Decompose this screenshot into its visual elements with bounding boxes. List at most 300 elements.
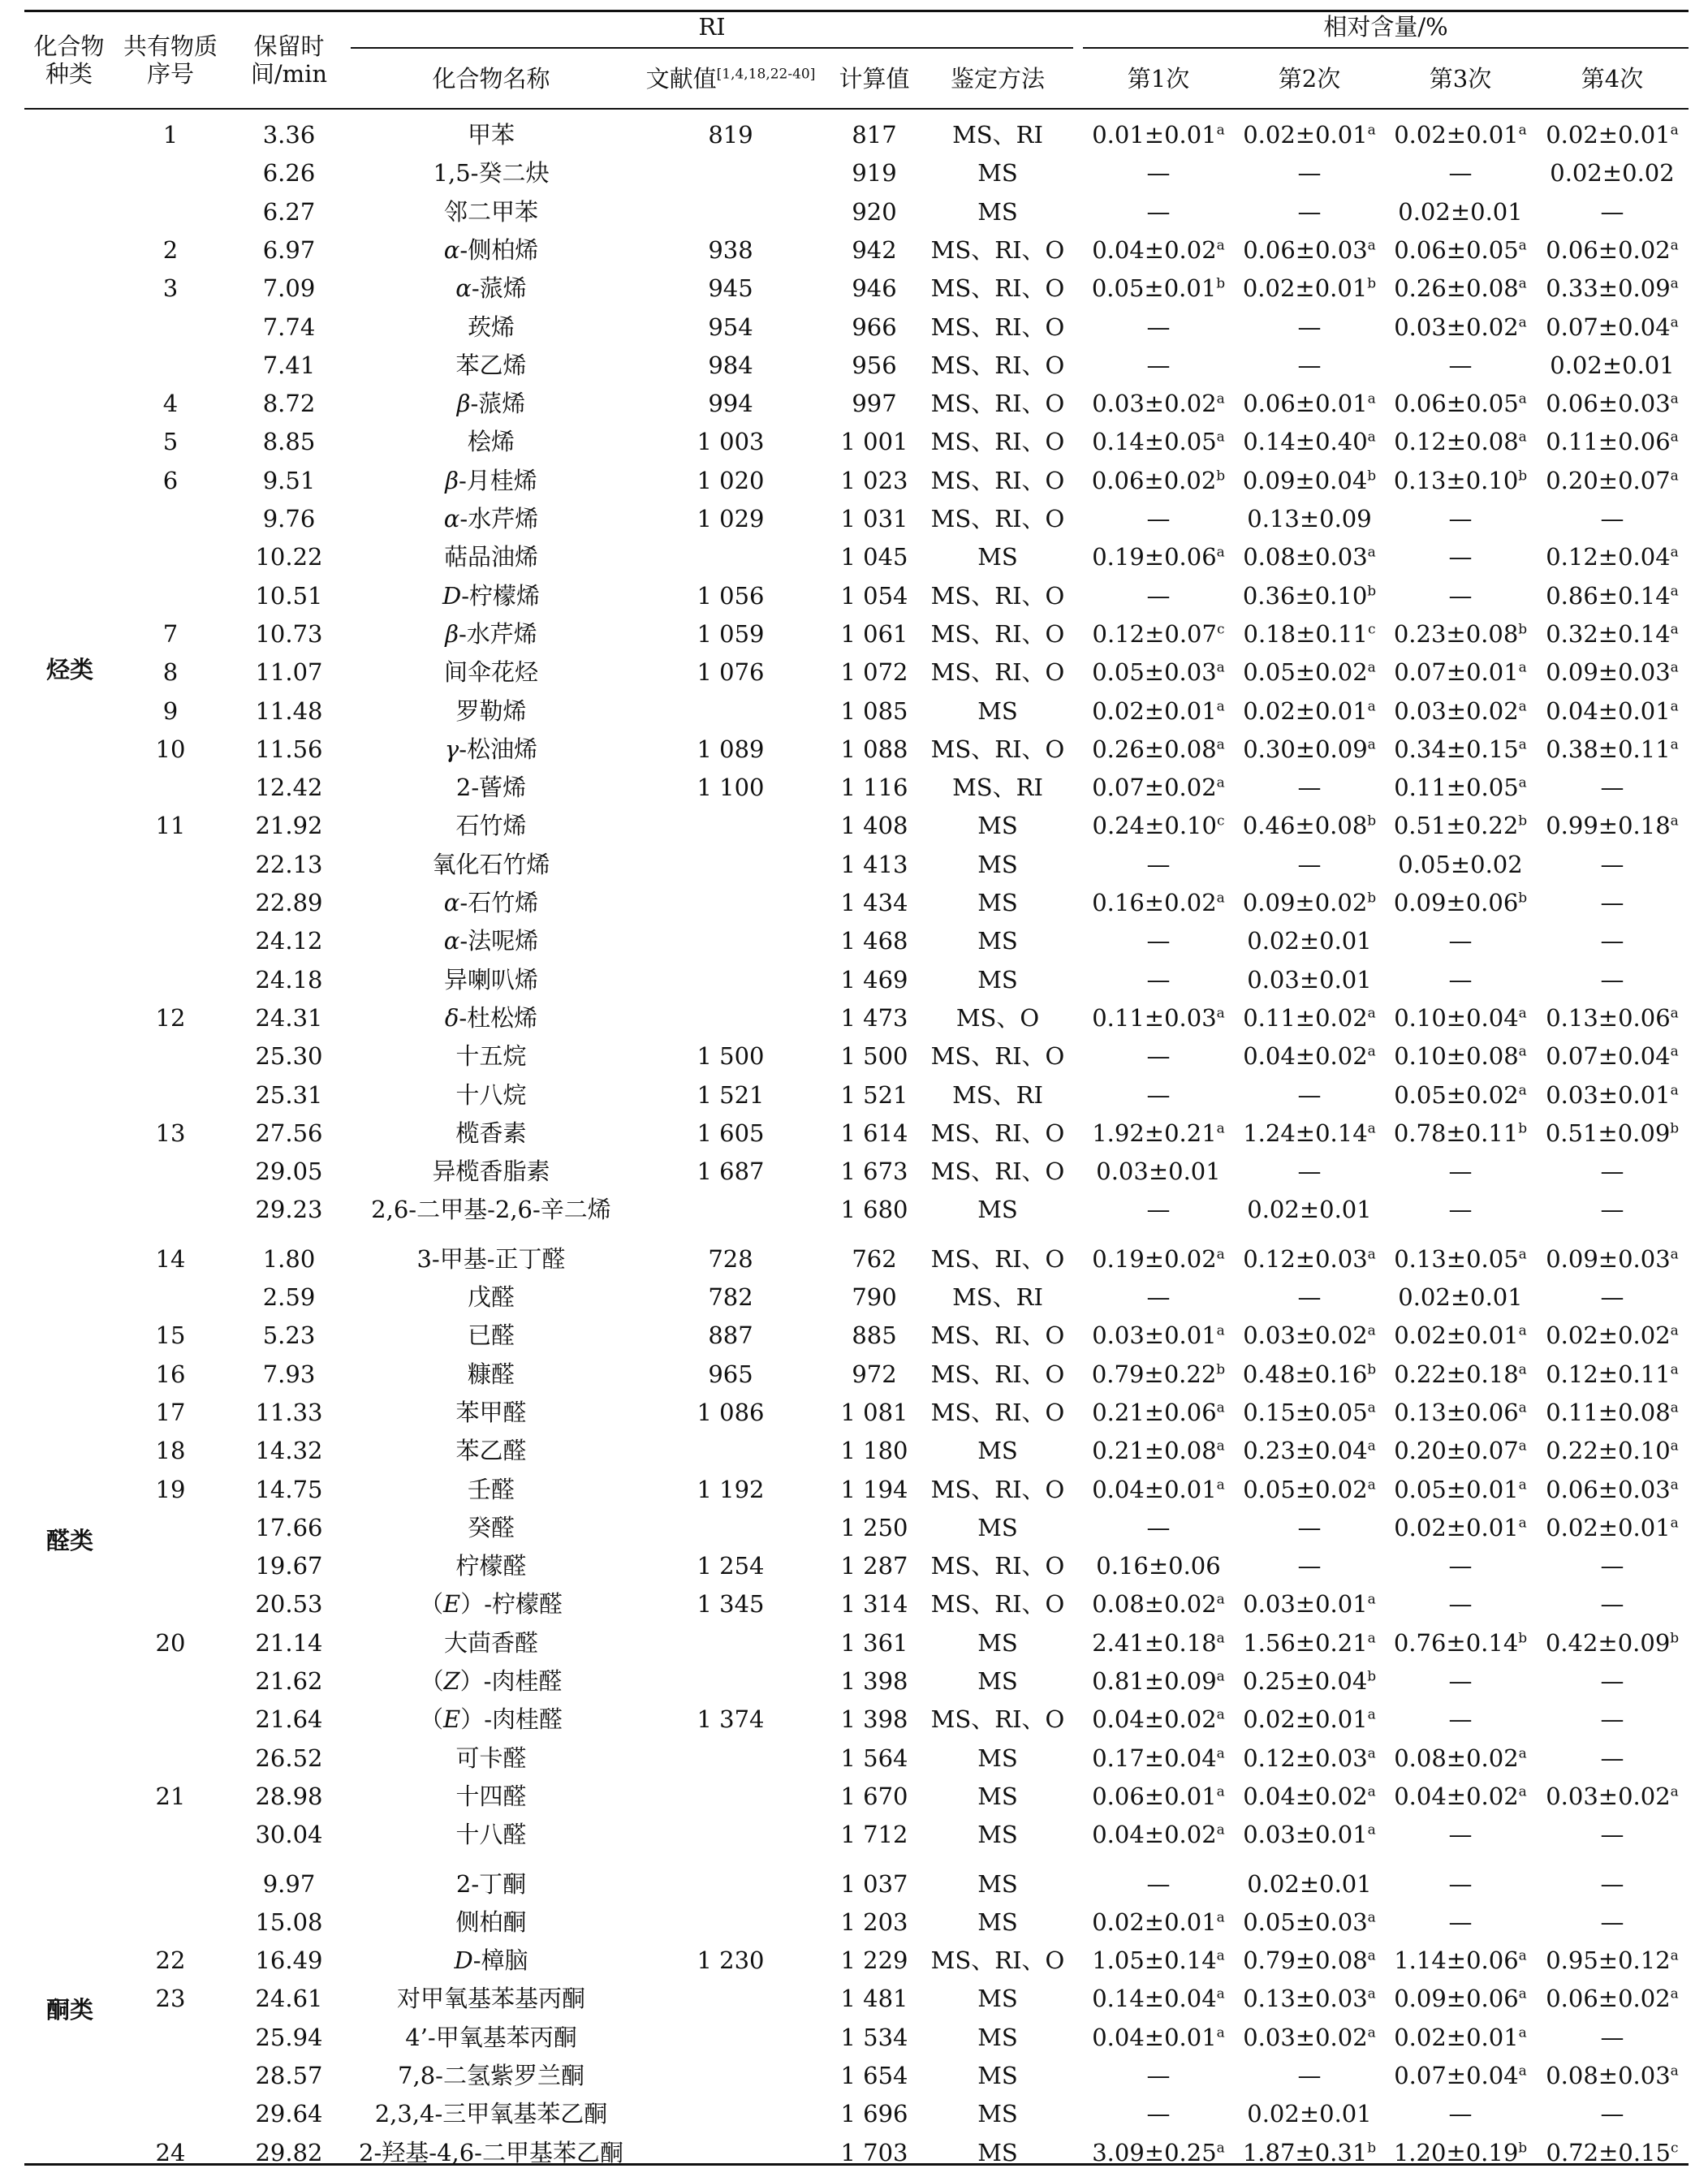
cell-ri-calculated: 1 500	[840, 1042, 908, 1070]
cell-content-run2: 0.12±0.03$^a$	[1243, 1245, 1376, 1273]
cell-content-run3: —	[1448, 1705, 1473, 1733]
cell-ri-calculated: 1 680	[840, 1196, 908, 1223]
cell-retention-time: 6.97	[262, 236, 316, 264]
cell-content-run4: —	[1600, 1870, 1624, 1898]
cell-retention-time: 11.48	[255, 697, 323, 725]
cell-index: 13	[155, 1119, 186, 1147]
cell-content-run4: 0.08±0.03$^a$	[1546, 2062, 1679, 2089]
cell-ri-calculated: 1 696	[840, 2100, 908, 2127]
cell-compound-name: 莰烯	[467, 313, 515, 341]
cell-ri-calculated: 1 314	[840, 1590, 908, 1618]
cell-index: 5	[162, 428, 179, 455]
cell-content-run3: 0.02±0.01$^a$	[1394, 2024, 1527, 2051]
cell-content-run1: 0.04±0.02$^a$	[1092, 1821, 1225, 1848]
cell-content-run4: 0.02±0.01	[1550, 351, 1675, 379]
cell-retention-time: 1.80	[262, 1245, 316, 1273]
cell-ri-calculated: 1 534	[840, 2024, 908, 2051]
cell-retention-time: 29.82	[255, 2139, 323, 2166]
cell-compound-name: 苯乙醛	[455, 1437, 527, 1464]
cell-method: MS、RI、O	[930, 1552, 1065, 1580]
cell-compound-name: 2,3,4-三甲氧基苯乙酮	[374, 2100, 608, 2127]
cell-retention-time: 7.09	[262, 274, 316, 302]
cell-content-run1: 0.02±0.01$^a$	[1092, 697, 1225, 725]
cell-index: 3	[162, 274, 179, 302]
cell-ri-calculated: 1 413	[840, 851, 908, 878]
cell-content-run3: 1.14±0.06$^a$	[1394, 1946, 1527, 1974]
cell-method: MS	[977, 1870, 1018, 1898]
cell-index: 19	[155, 1476, 186, 1503]
cell-content-run3: 0.05±0.01$^a$	[1394, 1476, 1527, 1503]
header-method: 鉴定方法	[950, 65, 1045, 93]
cell-content-run2: —	[1297, 774, 1322, 801]
cell-content-run1: —	[1146, 851, 1171, 878]
cell-index: 15	[155, 1321, 186, 1349]
cell-content-run3: 0.02±0.01$^a$	[1394, 1514, 1527, 1541]
cell-ri-literature: 938	[708, 236, 753, 264]
cell-content-run3: —	[1448, 1667, 1473, 1695]
cell-compound-name: 戊醛	[467, 1283, 515, 1311]
cell-content-run4: 0.07±0.04$^a$	[1546, 313, 1679, 341]
cell-content-run4: 0.06±0.03$^a$	[1546, 1476, 1679, 1503]
cell-compound-name: 2-蒈烯	[455, 774, 527, 801]
cell-index: 24	[155, 2139, 186, 2166]
cell-method: MS、RI、O	[930, 620, 1065, 648]
cell-content-run3: 0.03±0.02$^a$	[1394, 697, 1527, 725]
cell-content-run2: 1.24±0.14$^a$	[1243, 1119, 1376, 1147]
cell-ri-calculated: 1 203	[840, 1908, 908, 1936]
cell-method: MS	[977, 966, 1018, 994]
cell-content-run2: 0.02±0.01$^a$	[1243, 121, 1376, 149]
cell-index: 9	[162, 697, 179, 725]
cell-ri-literature: 1 089	[697, 735, 765, 763]
cell-ri-calculated: 1 194	[840, 1476, 908, 1503]
cell-index: 11	[155, 812, 186, 839]
cell-content-run3: 0.11±0.05$^a$	[1394, 774, 1527, 801]
cell-content-run2: —	[1297, 159, 1322, 187]
content-group-rule	[1083, 47, 1689, 49]
cell-content-run3: 0.05±0.02	[1398, 851, 1523, 878]
cell-retention-time: 8.85	[262, 428, 316, 455]
cell-content-run4: 0.72±0.15$^c$	[1546, 2139, 1679, 2166]
cell-retention-time: 26.52	[255, 1744, 323, 1772]
cell-ri-calculated: 817	[852, 121, 897, 149]
cell-method: MS、RI、O	[930, 274, 1065, 302]
top-rule	[24, 10, 1689, 12]
header-run1: 第1次	[1127, 65, 1190, 93]
cell-ri-calculated: 1 287	[840, 1552, 908, 1580]
cell-content-run2: 0.02±0.01	[1247, 1196, 1372, 1223]
cell-content-run3: —	[1448, 927, 1473, 955]
cell-index: 8	[162, 658, 179, 686]
cell-method: MS	[977, 1196, 1018, 1223]
cell-content-run4: —	[1600, 2100, 1624, 2127]
cell-index: 7	[162, 620, 179, 648]
cell-content-run4: —	[1600, 198, 1624, 226]
cell-content-run2: —	[1297, 1081, 1322, 1109]
cell-content-run1: —	[1146, 1042, 1171, 1070]
cell-ri-literature: 965	[708, 1360, 753, 1388]
cell-content-run3: —	[1448, 1590, 1473, 1618]
cell-content-run1: 1.05±0.14$^a$	[1092, 1946, 1225, 1974]
cell-ri-calculated: 1 088	[840, 735, 908, 763]
cell-ri-calculated: 1 408	[840, 812, 908, 839]
cell-content-run3: 0.23±0.08$^b$	[1393, 620, 1528, 648]
cell-retention-time: 24.12	[255, 927, 323, 955]
cell-method: MS、RI、O	[930, 1119, 1065, 1147]
cell-index: 2	[162, 236, 179, 264]
cell-content-run2: 0.02±0.01$^b$	[1242, 274, 1377, 302]
cell-content-run4: —	[1600, 1552, 1624, 1580]
cell-content-run1: 0.08±0.02$^a$	[1092, 1590, 1225, 1618]
cell-content-run1: 0.16±0.06	[1096, 1552, 1221, 1580]
cell-ri-calculated: 946	[852, 274, 897, 302]
cell-method: MS、RI、O	[930, 582, 1065, 610]
cell-content-run3: —	[1448, 2100, 1473, 2127]
cell-compound-name: 4’-甲氧基苯丙酮	[405, 2024, 577, 2051]
cell-content-run1: 0.04±0.01$^a$	[1092, 2024, 1225, 2051]
cell-method: MS	[977, 2139, 1018, 2166]
cell-content-run2: 0.09±0.04$^b$	[1242, 467, 1377, 494]
cell-ri-literature: 984	[708, 351, 753, 379]
cell-index: 21	[155, 1783, 186, 1810]
cell-content-run2: —	[1297, 1514, 1322, 1541]
cell-content-run1: 0.12±0.07$^c$	[1092, 620, 1225, 648]
cell-content-run4: 0.13±0.06$^a$	[1546, 1004, 1679, 1032]
cell-retention-time: 9.76	[262, 505, 316, 532]
cell-retention-time: 24.18	[255, 966, 323, 994]
cell-method: MS	[977, 159, 1018, 187]
cell-compound-name: 萜品油烯	[443, 543, 538, 571]
cell-ri-calculated: 1 673	[840, 1157, 908, 1185]
cell-method: MS、RI	[952, 1081, 1043, 1109]
cell-method: MS	[977, 1821, 1018, 1848]
cell-retention-time: 24.31	[255, 1004, 323, 1032]
cell-content-run4: 0.99±0.18$^a$	[1546, 812, 1679, 839]
cell-content-run2: 0.02±0.01	[1247, 2100, 1372, 2127]
cell-method: MS	[977, 1744, 1018, 1772]
cell-index: 1	[162, 121, 179, 149]
cell-compound-name: D-柠檬烯	[442, 582, 541, 610]
cell-compound-name: 3-甲基-正丁醛	[416, 1245, 566, 1273]
cell-content-run3: 0.26±0.08$^a$	[1394, 274, 1527, 302]
cell-compound-name: α-蒎烯	[455, 274, 527, 302]
cell-retention-time: 10.51	[255, 582, 323, 610]
cell-ri-calculated: 1 521	[840, 1081, 908, 1109]
header-ri: RI	[698, 13, 726, 41]
cell-method: MS	[977, 889, 1018, 916]
cell-content-run1: 0.24±0.10$^c$	[1092, 812, 1225, 839]
cell-retention-time: 15.08	[255, 1908, 323, 1936]
cell-content-run2: 0.04±0.02$^a$	[1243, 1783, 1376, 1810]
cell-retention-time: 6.27	[262, 198, 316, 226]
cell-method: MS、RI、O	[930, 1705, 1065, 1733]
cell-content-run1: —	[1146, 2062, 1171, 2089]
cell-method: MS、RI	[952, 774, 1043, 801]
cell-index: 22	[155, 1946, 186, 1974]
cell-content-run4: 0.42±0.09$^b$	[1545, 1629, 1680, 1657]
cell-compound-name: α-侧柏烯	[443, 236, 539, 264]
cell-retention-time: 16.49	[255, 1946, 323, 1974]
cell-retention-time: 28.57	[255, 2062, 323, 2089]
cell-content-run3: 0.04±0.02$^a$	[1394, 1783, 1527, 1810]
cell-content-run3: —	[1448, 351, 1473, 379]
cell-retention-time: 21.62	[255, 1667, 323, 1695]
cell-content-run3: 0.13±0.05$^a$	[1394, 1245, 1527, 1273]
cell-content-run2: 0.02±0.01	[1247, 927, 1372, 955]
cell-content-run1: —	[1146, 1196, 1171, 1223]
cell-content-run3: 0.09±0.06$^b$	[1393, 889, 1528, 916]
cell-compound-name: 异榄香脂素	[432, 1157, 550, 1185]
cell-content-run2: —	[1297, 851, 1322, 878]
cell-retention-time: 8.72	[262, 390, 316, 417]
cell-content-run2: 0.02±0.01$^a$	[1243, 697, 1376, 725]
header-category: 化合物种类	[33, 32, 105, 88]
cell-ri-calculated: 997	[852, 390, 897, 417]
cell-content-run2: 0.48±0.16$^b$	[1242, 1360, 1377, 1388]
cell-retention-time: 5.23	[262, 1321, 316, 1349]
header-calc: 计算值	[839, 65, 910, 93]
cell-method: MS	[977, 812, 1018, 839]
cell-ri-calculated: 1 081	[840, 1399, 908, 1426]
cell-content-run4: 0.12±0.11$^a$	[1546, 1360, 1679, 1388]
cell-compound-name: 桧烯	[467, 428, 515, 455]
cell-content-run3: 0.02±0.01$^a$	[1394, 121, 1527, 149]
header-lit	[633, 65, 828, 93]
cell-compound-name: 2-羟基-4,6-二甲基苯乙酮	[359, 2139, 623, 2166]
cell-content-run1: 0.79±0.22$^b$	[1091, 1360, 1226, 1388]
cell-content-run4: —	[1600, 774, 1624, 801]
cell-ri-calculated: 956	[852, 351, 897, 379]
cell-index: 23	[155, 1985, 186, 2012]
cell-content-run3: —	[1448, 1821, 1473, 1848]
cell-content-run3: 0.78±0.11$^b$	[1393, 1119, 1528, 1147]
cell-content-run1: 0.03±0.01$^a$	[1092, 1321, 1225, 1349]
cell-method: MS、RI、O	[930, 467, 1065, 494]
cell-content-run2: 0.13±0.09	[1247, 505, 1372, 532]
cell-ri-literature: 819	[708, 121, 753, 149]
cell-content-run2: 0.03±0.01$^a$	[1243, 1590, 1376, 1618]
cell-retention-time: 2.59	[262, 1283, 316, 1311]
cell-retention-time: 9.51	[262, 467, 316, 494]
cell-content-run3: —	[1448, 1196, 1473, 1223]
cell-compound-name: 榄香素	[455, 1119, 527, 1147]
cell-content-run1: 0.04±0.01$^a$	[1092, 1476, 1225, 1503]
cell-ri-calculated: 790	[852, 1283, 897, 1311]
cell-content-run3: —	[1448, 1870, 1473, 1898]
cell-method: MS、RI、O	[930, 1157, 1065, 1185]
cell-content-run1: 0.02±0.01$^a$	[1092, 1908, 1225, 1936]
cell-compound-name: 糠醛	[467, 1360, 515, 1388]
cell-method: MS、RI、O	[930, 428, 1065, 455]
cell-ri-literature: 1 230	[697, 1946, 765, 1974]
header-run3: 第3次	[1429, 65, 1492, 93]
header-content: 相对含量/%	[1323, 13, 1448, 41]
cell-content-run2: 0.03±0.02$^a$	[1243, 2024, 1376, 2051]
cell-content-run2: 0.30±0.09$^a$	[1243, 735, 1376, 763]
cell-content-run4: 0.86±0.14$^a$	[1546, 582, 1679, 610]
cell-content-run1: 0.19±0.02$^a$	[1092, 1245, 1225, 1273]
cell-ri-literature: 728	[708, 1245, 753, 1273]
cell-ri-calculated: 1 072	[840, 658, 908, 686]
cell-compound-name: 7,8-二氢紫罗兰酮	[398, 2062, 584, 2089]
cell-compound-name: 苯乙烯	[455, 351, 527, 379]
cell-content-run4: —	[1600, 2024, 1624, 2051]
cell-content-run2: 0.05±0.02$^a$	[1243, 1476, 1376, 1503]
cell-ri-calculated: 919	[852, 159, 897, 187]
header-lit-label: 文献值	[645, 65, 717, 93]
cell-content-run2: 0.05±0.03$^a$	[1243, 1908, 1376, 1936]
cell-retention-time: 25.30	[255, 1042, 323, 1070]
cell-content-run2: 0.36±0.10$^b$	[1242, 582, 1377, 610]
cell-method: MS	[977, 2100, 1018, 2127]
cell-content-run2: 0.46±0.08$^b$	[1242, 812, 1377, 839]
cell-content-run3: 0.51±0.22$^b$	[1393, 812, 1528, 839]
cell-compound-name: β-蒎烯	[456, 390, 526, 417]
cell-retention-time: 20.53	[255, 1590, 323, 1618]
cell-content-run3: —	[1448, 505, 1473, 532]
cell-method: MS、RI、O	[930, 1590, 1065, 1618]
cell-content-run3: 0.09±0.06$^a$	[1394, 1985, 1527, 2012]
cell-content-run2: —	[1297, 198, 1322, 226]
cell-content-run1: 2.41±0.18$^a$	[1092, 1629, 1225, 1657]
cell-compound-name: 罗勒烯	[455, 697, 527, 725]
cell-index: 6	[162, 467, 179, 494]
cell-ri-calculated: 1 473	[840, 1004, 908, 1032]
cell-retention-time: 14.75	[255, 1476, 323, 1503]
cell-content-run4: 0.02±0.01$^a$	[1546, 1514, 1679, 1541]
cell-compound-name: 邻二甲苯	[443, 198, 538, 226]
cell-ri-literature: 1 605	[697, 1119, 765, 1147]
cell-retention-time: 25.94	[255, 2024, 323, 2051]
cell-compound-name: 壬醛	[467, 1476, 515, 1503]
cell-method: MS	[977, 927, 1018, 955]
cell-compound-name: 异喇叭烯	[443, 966, 538, 994]
cell-method: MS	[977, 1514, 1018, 1541]
cell-method: MS、RI、O	[930, 505, 1065, 532]
cell-content-run2: 0.13±0.03$^a$	[1243, 1985, 1376, 2012]
cell-ri-literature: 1 020	[697, 467, 765, 494]
cell-retention-time: 12.42	[255, 774, 323, 801]
cell-content-run3: 0.02±0.01	[1398, 1283, 1523, 1311]
category-hydrocarbons: 烃类	[45, 656, 93, 683]
cell-method: MS、RI、O	[930, 313, 1065, 341]
cell-content-run1: 0.03±0.01	[1096, 1157, 1221, 1185]
cell-method: MS、RI、O	[930, 351, 1065, 379]
cell-ri-literature: 1 029	[697, 505, 765, 532]
cell-ri-calculated: 1 023	[840, 467, 908, 494]
cell-ri-calculated: 1 045	[840, 543, 908, 571]
cell-content-run4: 0.07±0.04$^a$	[1546, 1042, 1679, 1070]
cell-ri-calculated: 1 712	[840, 1821, 908, 1848]
cell-content-run3: —	[1448, 1552, 1473, 1580]
cell-content-run4: 0.38±0.11$^a$	[1546, 735, 1679, 763]
cell-content-run3: 0.08±0.02$^a$	[1394, 1744, 1527, 1772]
cell-ri-calculated: 1 614	[840, 1119, 908, 1147]
cell-compound-name: 2-丁酮	[455, 1870, 527, 1898]
cell-retention-time: 6.26	[262, 159, 316, 187]
cell-content-run1: 0.03±0.02$^a$	[1092, 390, 1225, 417]
cell-compound-name: 对甲氧基苯基丙酮	[396, 1985, 585, 2012]
cell-content-run4: —	[1600, 1283, 1624, 1311]
cell-content-run2: 0.12±0.03$^a$	[1243, 1744, 1376, 1772]
cell-content-run2: 1.87±0.31$^b$	[1242, 2139, 1377, 2166]
cell-content-run4: 0.22±0.10$^a$	[1546, 1437, 1679, 1464]
cell-index: 17	[155, 1399, 186, 1426]
cell-method: MS、RI、O	[930, 735, 1065, 763]
cell-content-run3: —	[1448, 1908, 1473, 1936]
cell-compound-name: 可卡醛	[455, 1744, 527, 1772]
cell-method: MS	[977, 543, 1018, 571]
cell-content-run3: —	[1448, 966, 1473, 994]
cell-content-run4: —	[1600, 1705, 1624, 1733]
cell-content-run4: 0.06±0.02$^a$	[1546, 236, 1679, 264]
cell-content-run1: —	[1146, 351, 1171, 379]
cell-content-run1: —	[1146, 159, 1171, 187]
cell-content-run3: 0.22±0.18$^a$	[1394, 1360, 1527, 1388]
cell-ri-calculated: 972	[852, 1360, 897, 1388]
cell-content-run3: —	[1448, 159, 1473, 187]
header-rt: 保留时间/min	[250, 32, 328, 88]
cell-compound-name: 甲苯	[467, 121, 515, 149]
cell-compound-name: α-水芹烯	[443, 505, 539, 532]
cell-content-run4: 0.32±0.14$^a$	[1546, 620, 1679, 648]
header-run4: 第4次	[1581, 65, 1644, 93]
cell-content-run4: 0.09±0.03$^a$	[1546, 1245, 1679, 1273]
cell-content-run2: 0.08±0.03$^a$	[1243, 543, 1376, 571]
cell-method: MS	[977, 2062, 1018, 2089]
cell-compound-name: 柠檬醛	[455, 1552, 527, 1580]
cell-compound-name: γ-松油烯	[444, 735, 538, 763]
cell-content-run1: —	[1146, 1870, 1171, 1898]
cell-retention-time: 10.73	[255, 620, 323, 648]
cell-content-run2: 0.03±0.01$^a$	[1243, 1821, 1376, 1848]
cell-content-run3: 0.07±0.04$^a$	[1394, 2062, 1527, 2089]
cell-content-run4: —	[1600, 966, 1624, 994]
cell-content-run1: 0.16±0.02$^a$	[1092, 889, 1225, 916]
cell-retention-time: 30.04	[255, 1821, 323, 1848]
cell-index: 14	[155, 1245, 186, 1273]
cell-compound-name: 十八烷	[455, 1081, 527, 1109]
cell-content-run3: 0.10±0.04$^a$	[1394, 1004, 1527, 1032]
cell-content-run3: 0.03±0.02$^a$	[1394, 313, 1527, 341]
cell-content-run2: 0.15±0.05$^a$	[1243, 1399, 1376, 1426]
cell-content-run4: 0.06±0.02$^a$	[1546, 1985, 1679, 2012]
cell-ri-literature: 1 076	[697, 658, 765, 686]
cell-content-run3: 0.02±0.01$^a$	[1394, 1321, 1527, 1349]
cell-content-run1: 0.01±0.01$^a$	[1092, 121, 1225, 149]
cell-method: MS	[977, 1667, 1018, 1695]
cell-retention-time: 21.92	[255, 812, 323, 839]
cell-method: MS	[977, 1985, 1018, 2012]
cell-content-run1: —	[1146, 927, 1171, 955]
cell-content-run1: —	[1146, 313, 1171, 341]
header-lit-ref: [1,4,18,22-40]	[716, 66, 816, 83]
cell-retention-time: 21.64	[255, 1705, 323, 1733]
cell-content-run4: 0.06±0.03$^a$	[1546, 390, 1679, 417]
cell-retention-time: 11.07	[255, 658, 323, 686]
cell-index: 10	[155, 735, 186, 763]
cell-content-run2: 0.06±0.01$^a$	[1243, 390, 1376, 417]
cell-method: MS、RI	[952, 1283, 1043, 1311]
cell-content-run2: —	[1297, 351, 1322, 379]
cell-ri-literature: 1 192	[697, 1476, 765, 1503]
cell-content-run1: 0.06±0.02$^b$	[1091, 467, 1226, 494]
cell-retention-time: 10.22	[255, 543, 323, 571]
cell-content-run1: —	[1146, 505, 1171, 532]
cell-content-run1: —	[1146, 1283, 1171, 1311]
cell-ri-literature: 1 345	[697, 1590, 765, 1618]
cell-ri-calculated: 1 180	[840, 1437, 908, 1464]
